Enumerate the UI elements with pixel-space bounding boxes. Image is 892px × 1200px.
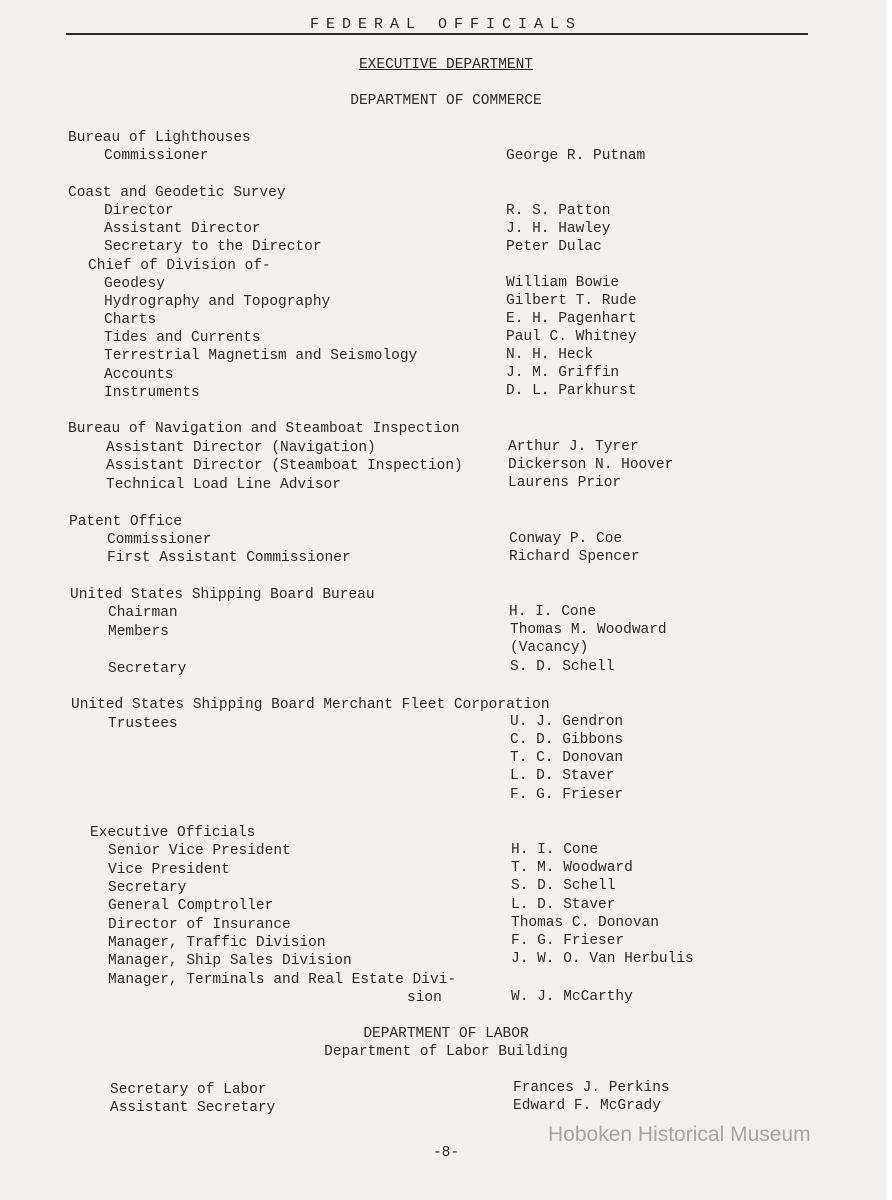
official-name: George R. Putnam [506, 148, 646, 164]
role-label: Director of Insurance [108, 917, 291, 933]
division-heading: Chief of Division of- [88, 258, 271, 274]
official-name: U. J. Gendron [510, 714, 624, 730]
official-name: H. I. Cone [511, 842, 599, 858]
role-label-continued: sion [407, 990, 442, 1006]
official-name: Thomas M. Woodward [510, 622, 667, 638]
official-name: T. M. Woodward [511, 860, 633, 876]
official-name: N. H. Heck [506, 347, 594, 363]
official-name: Laurens Prior [508, 475, 622, 491]
role-label: Senior Vice President [108, 843, 291, 859]
official-name: R. S. Patton [506, 203, 611, 219]
role-label: Hydrography and Topography [104, 294, 331, 310]
official-name: J. M. Griffin [506, 365, 620, 381]
role-label: Vice President [108, 862, 230, 878]
watermark: Hoboken Historical Museum [548, 1123, 811, 1146]
department-of-labor-title: DEPARTMENT OF LABOR [363, 1026, 529, 1042]
official-name: (Vacancy) [510, 640, 589, 656]
section-fleet-corp-title: United States Shipping Board Merchant Fleet Corporation [71, 697, 550, 713]
section-lighthouses-title: Bureau of Lighthouses [68, 130, 251, 146]
role-label: Secretary [108, 880, 187, 896]
official-name: Thomas C. Donovan [511, 915, 659, 931]
official-name: Arthur J. Tyrer [508, 439, 639, 455]
official-name: E. H. Pagenhart [506, 311, 637, 327]
official-name: T. C. Donovan [510, 750, 624, 766]
role-label: Manager, Ship Sales Division [108, 953, 352, 969]
official-name: J. W. O. Van Herbulis [511, 951, 694, 967]
section-navigation-title: Bureau of Navigation and Steamboat Inspection [68, 421, 460, 437]
role-label: Assistant Director (Navigation) [106, 440, 376, 456]
role-label: General Comptroller [108, 898, 274, 914]
official-name: S. D. Schell [511, 878, 616, 894]
official-name: Peter Dulac [506, 239, 602, 255]
role-label: Assistant Director (Steamboat Inspection) [106, 458, 463, 474]
role-label: Technical Load Line Advisor [106, 477, 341, 493]
role-label: Terrestrial Magnetism and Seismology [104, 348, 418, 364]
header-rule [66, 33, 808, 35]
role-label: Tides and Currents [104, 330, 261, 346]
role-label: Secretary [108, 661, 187, 677]
role-label: Instruments [104, 385, 200, 401]
role-label: Geodesy [104, 276, 165, 292]
official-name: F. G. Frieser [510, 787, 624, 803]
official-name: Paul C. Whitney [506, 329, 637, 345]
role-label: Chairman [108, 605, 178, 621]
executive-department-title: EXECUTIVE DEPARTMENT [358, 57, 534, 73]
role-label: Commissioner [104, 148, 209, 164]
page-number: -8- [432, 1145, 460, 1161]
official-name: Gilbert T. Rude [506, 293, 637, 309]
official-name: L. D. Staver [510, 768, 615, 784]
official-name: F. G. Frieser [511, 933, 625, 949]
executive-officials-heading: Executive Officials [90, 825, 256, 841]
official-name: H. I. Cone [509, 604, 597, 620]
page-header: FEDERAL OFFICIALS [309, 16, 583, 33]
official-name: William Bowie [506, 275, 620, 291]
role-label: Director [104, 203, 174, 219]
official-name: W. J. McCarthy [511, 989, 633, 1005]
role-label: Assistant Secretary [110, 1100, 276, 1116]
official-name: Edward F. McGrady [513, 1098, 661, 1114]
official-name: D. L. Parkhurst [506, 383, 637, 399]
official-name: C. D. Gibbons [510, 732, 624, 748]
role-label: Manager, Traffic Division [108, 935, 326, 951]
section-shipping-board-title: United States Shipping Board Bureau [70, 587, 375, 603]
role-label: Manager, Terminals and Real Estate Divi- [108, 972, 457, 988]
official-name: Dickerson N. Hoover [508, 457, 674, 473]
role-label: First Assistant Commissioner [107, 550, 351, 566]
role-label: Assistant Director [104, 221, 261, 237]
section-coast-survey-title: Coast and Geodetic Survey [68, 185, 286, 201]
official-name: Conway P. Coe [509, 531, 623, 547]
department-of-labor-subtitle: Department of Labor Building [324, 1044, 568, 1060]
role-label: Secretary to the Director [104, 239, 322, 255]
role-label: Commissioner [107, 532, 212, 548]
role-label: Secretary of Labor [110, 1082, 267, 1098]
section-patent-title: Patent Office [69, 514, 183, 530]
role-label: Trustees [108, 716, 178, 732]
official-name: S. D. Schell [510, 659, 615, 675]
official-name: J. H. Hawley [506, 221, 611, 237]
role-label: Accounts [104, 367, 174, 383]
role-label: Members [108, 624, 169, 640]
official-name: Frances J. Perkins [513, 1080, 670, 1096]
official-name: Richard Spencer [509, 549, 640, 565]
role-label: Charts [104, 312, 157, 328]
department-of-commerce-title: DEPARTMENT OF COMMERCE [350, 93, 542, 109]
official-name: L. D. Staver [511, 897, 616, 913]
